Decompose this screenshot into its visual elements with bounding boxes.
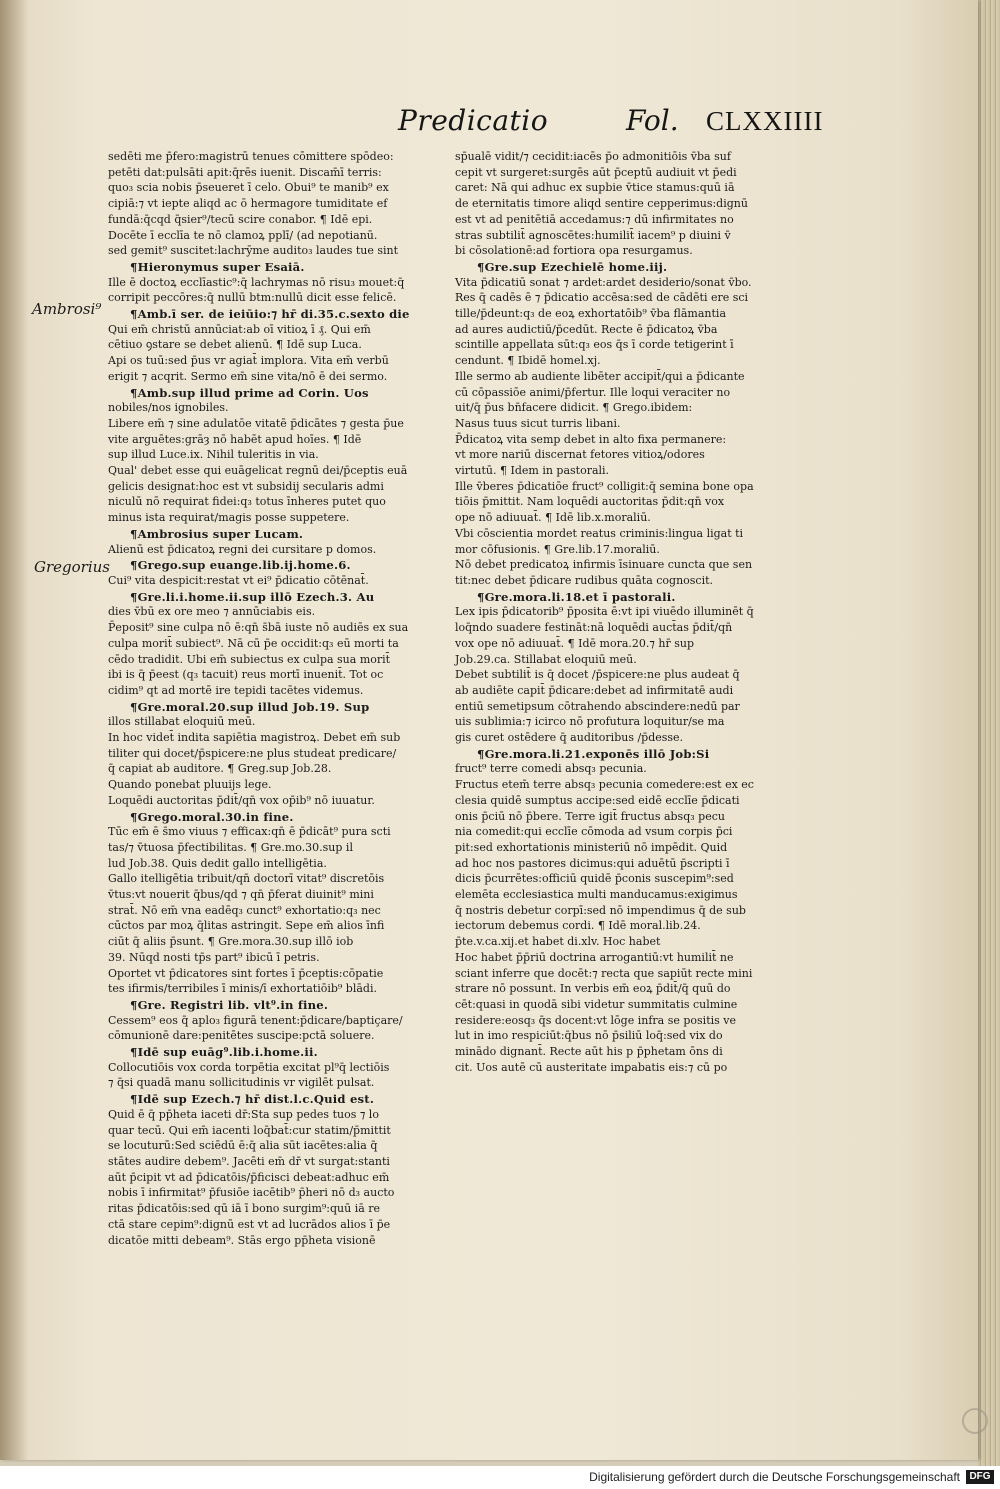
text-line: cēt:quasi in quodā sibi videtur summitatis culmine xyxy=(455,997,738,1011)
text-line: nobiles/nos ignobiles. xyxy=(108,401,229,415)
text-line: strat̄. Nō em̄ vna eadēq₃ cunct⁹ exhortatio:q₃ nec xyxy=(108,903,381,917)
text-line: clesia quidē sumptus accipe:sed eidē ecclīe p̄dicati xyxy=(455,793,740,807)
text-line: scintille appellata sūt:q₃ eos q̄s ī corde tetigerint ī xyxy=(455,338,734,352)
folio-number: CLXXIIII xyxy=(706,106,824,136)
text-line: Lex ipis p̄dicatorib⁹ p̄posita ē:vt ipi viuēdo illuminēt q̄ xyxy=(455,605,754,619)
text-line: cendunt. ¶ Ibidē homel.xj. xyxy=(455,354,601,368)
text-line: nobis ī infirmitat⁹ p̄fusiōe iacētib⁹ p̄heri nō d₃ aucto xyxy=(108,1186,395,1200)
text-line: Api os tuū:sed p̄us vr agiat̄ implora. Vita em̄ verbū xyxy=(108,354,389,368)
text-line: tit:nec debet p̄dicare rudibus quāta cognoscit. xyxy=(455,573,714,587)
text-line: strare nō possunt. In verbis em̄ eoꝝ p̄dit̄/q̄ quū do xyxy=(455,982,731,996)
text-line: ciūt q̄ aliis p̄sunt. ¶ Gre.mora.30.sup illō iob xyxy=(108,935,354,949)
text-line: tas/⁊ v̄tuosa p̄fectibilitas. ¶ Gre.mo.30.sup il xyxy=(108,840,353,854)
marginal-note-ambrosius: Ambrosi⁹ xyxy=(32,300,102,318)
rubric-heading: ¶ Ambrosius super Lucam. xyxy=(108,527,450,541)
text-line: Alienū est p̄dicatoꝝ regni dei cursitare p domos. xyxy=(108,542,377,556)
text-line: de eternitatis timore aliqd sentire cepperimus:dignū xyxy=(455,197,748,211)
text-line: ad hoc nos pastores dicimus:qui aduētū p̄scripti ī xyxy=(455,856,730,870)
text-line: uit/q̄ p̄us bn̄facere didicit. ¶ Grego.ibidem: xyxy=(455,401,693,415)
rubric-heading: ¶ Hieronymus super Esaiā. xyxy=(108,260,450,274)
text-line: vite arguētes:grāȝ nō habēt apud hoīes. ¶ Idē xyxy=(108,432,362,446)
text-line: Job.29.ca. Stillabat eloquiū meū. xyxy=(455,652,637,666)
rubric-heading: ¶ Gre.sup Ezechielē home.iij. xyxy=(455,260,793,274)
text-line: tiliter qui docet/p̄spicere:ne plus studeat predicare/ xyxy=(108,746,397,760)
text-line: aūt p̄cipit vt ad p̄dicatōis/p̄ficisci debeat:adhuc em̄ xyxy=(108,1170,390,1184)
text-line: Cessem⁹ eos q̄ aplo₃ figurā tenent:p̄dicare/baptiçare/ xyxy=(108,1013,403,1027)
text-line: lut in imo respiciūt:q̄bus nō p̄siliū loq̄:sed vix do xyxy=(455,1029,723,1043)
text-line: quar tecū. Qui em̄ iacenti loq̄bat̄:cur statim/p̄mittit xyxy=(108,1123,391,1137)
text-line: Nasus tuus sicut turris libani. xyxy=(455,416,621,430)
folio-label: Fol. xyxy=(626,104,679,137)
text-line: v̄tus:vt nouerit q̄bus/qd ⁊ qn̄ p̄ferat diuinit⁹ mini xyxy=(108,888,374,902)
rubric-heading: ¶ Amb.ī ser. de ieiūio:⁊ hr̄ di.35.c.sexto die xyxy=(108,307,450,321)
text-line: q̄ capiat ab auditore. ¶ Greg.sup Job.28. xyxy=(108,762,332,776)
text-line: tes ifirmis/terribiles ī minis/ī exhortatiōib⁹ blādi. xyxy=(108,982,377,996)
text-line: illos stillabat eloquiū meū. xyxy=(108,715,256,729)
rubric-heading: ¶ Gre.mora.li.18.et ī pastorali. xyxy=(455,590,793,604)
text-line: sup illud Luce.ix. Nihil tuleritis in via. xyxy=(108,448,319,462)
text-line: q̄ nostris debetur corpī:sed nō impendimus q̄ de sub xyxy=(455,903,746,917)
marginal-note-gregorius: Gregorius xyxy=(34,558,110,576)
text-line: Hoc habet p̄p̄riū doctrina arrogantiū:vt humilit̄ ne xyxy=(455,950,734,964)
text-line: mor cōfusionis. ¶ Gre.lib.17.moraliū. xyxy=(455,542,660,556)
text-line: est vt ad penitētiā accedamus:⁊ dū infirmitates no xyxy=(455,212,734,226)
text-line: sed gemit⁹ suscitet:lachrȳme audito₃ laudes tue sint xyxy=(108,244,399,258)
dfg-logo: DFG xyxy=(966,1470,994,1484)
text-line: sedēti me p̄fero:magistrū tenues cōmittere spōdeo: xyxy=(108,150,394,163)
text-line: cūctos par moꝝ q̄litas astringit. Sepe em̄ alios īnfi xyxy=(108,919,385,933)
text-line: Res q̄ cadēs ē ⁊ p̄dicatio accēsa:sed de cādēti ere sci xyxy=(455,291,749,305)
text-line: gelicis designat:hoc est vt subsidij secularis admi xyxy=(108,479,384,493)
text-line: entiū semetipsum cōtrahendo abscindere:nedū par xyxy=(455,699,740,713)
text-line: minus ista requirat/magis posse suppetere. xyxy=(108,511,350,525)
text-line: erigit ⁊ acqrit. Sermo em̄ sine vita/nō ē dei sermo. xyxy=(108,369,388,383)
rubric-heading: ¶ Grego.moral.30.in fine. xyxy=(108,810,450,824)
text-line: niculū nō requirat fidei:q₃ totus īnheres putet quo xyxy=(108,495,386,509)
text-line: culpa morit̄ subiect⁹. Nā cū p̄e occidit:q₃ eū morti ta xyxy=(108,636,399,650)
footer-credit: Digitalisierung gefördert durch die Deutsche Forschungsgemeinschaft xyxy=(589,1470,960,1484)
text-line: tille/p̄deunt:q₃ de eoꝝ exhortatōib⁹ v̄ba flāmantia xyxy=(455,307,727,321)
rubric-heading: ¶ Idē sup euāg⁹.lib.i.home.ii. xyxy=(108,1045,450,1059)
text-line: Ille v̄beres p̄dicatiōe fruct⁹ colligit:q̄ semina bone opa xyxy=(455,479,754,493)
text-line: cū cōpassiōe animi/p̄fertur. Ille loqui veraciter no xyxy=(455,385,731,399)
text-line: Cui⁹ vita despicit:restat vt ei⁹ p̄dicatio cōtēnat̄. xyxy=(108,573,369,587)
text-line: loq̄ndo suadere festināt:nā loquēdi auct̄as p̄dit̄/qn̄ xyxy=(455,621,733,635)
text-line: Quid ē q̄ pp̄heta iaceti dr̄:Sta sup pedes tuos ⁊ lo xyxy=(108,1107,379,1121)
digitization-footer xyxy=(0,1466,1000,1489)
text-line: Vita p̄dicatiū sonat ⁊ ardet:ardet desiderio/sonat v̄bo. xyxy=(455,275,752,289)
text-line: ab audiēte capit̄ p̄dicare:debet ad infirmitatē audi xyxy=(455,683,734,697)
rubric-heading: ¶ Amb.sup illud prime ad Corin. Uos xyxy=(108,386,450,400)
text-line: dicatōe mitti debeam⁹. Stās ergo pp̄heta visionē xyxy=(108,1233,376,1247)
rubric-heading: ¶ Idē sup Ezech.⁊ hr̄ dist.l.c.Quid est. xyxy=(108,1092,450,1106)
text-line: pit:sed exhortationis ministeriū nō impēdit. Quid xyxy=(455,840,728,854)
page-edges xyxy=(978,0,1000,1466)
text-line: Qui em̄ christū annūciat:ab oī vitioꝝ ī ₰. Qui em̄ xyxy=(108,322,371,336)
text-line: petēti dat:pulsāti apit:q̄rēs iuenit. Discam̄ī terris: xyxy=(108,165,382,179)
text-line: Ille sermo ab audiente libēter accipit̄/qui a p̄dicante xyxy=(455,369,745,383)
running-title: Predicatio xyxy=(398,104,549,137)
text-line: sp̄ualē vidit/⁊ cecidit:iacēs p̄o admonitiōis v̄ba suf xyxy=(455,150,731,163)
text-line: In hoc videt̄ indita sapiētia magistroꝝ. Debet em̄ sub xyxy=(108,731,401,745)
text-line: Debet subtilit̄ is q̄ docet /p̄spicere:ne plus audeat q̄ xyxy=(455,668,740,682)
text-line: vt more nariū discernat fetores vitioꝝ/odores xyxy=(455,448,705,462)
text-line: gis curet ostēdere q̄ auditoribus /p̄desse. xyxy=(455,731,684,745)
text-line: Qual' debet esse qui euāgelicat regnū dei/p̄ceptis euā xyxy=(108,464,408,478)
rubric-heading: ¶ Grego.sup euange.lib.ij.home.6. xyxy=(108,558,450,572)
text-line: bi cōsolationē:ad fortiora opa resurgamus. xyxy=(455,244,693,258)
text-line: 39. Nūqd nosti tp̄s part⁹ ibicū ī petris. xyxy=(108,950,320,964)
text-line: vox ope nō adiuuat̄. ¶ Idē mora.20.⁊ hr̄ sup xyxy=(455,636,694,650)
text-line: cepit vt surgeret:surgēs aūt p̄ceptū audiuit vt p̄edi xyxy=(455,165,737,179)
text-line: Vbi cōscientia mordet reatus criminis:lingua ligat ti xyxy=(455,526,744,540)
text-line: quo₃ scia nobis p̄seueret ī celo. Obui⁹ te manib⁹ ex xyxy=(108,181,389,195)
text-line: ad aures audictiū/p̄cedūt. Recte ē p̄dicatoꝝ v̄ba xyxy=(455,322,718,336)
text-line: cētiuo ꝯstare se debet alienū. ¶ Idē sup Luca. xyxy=(108,338,362,352)
text-line: cidim⁹ qt ad mortē ire tepidi tacētes videmus. xyxy=(108,683,364,697)
text-line: ritas p̄dicatōis:sed qū iā ī bono surgim⁹:quū iā re xyxy=(108,1202,381,1216)
text-line: cit. Uos autē cū austeritate imꝑabatis eis:⁊ cū po xyxy=(455,1060,728,1074)
text-line: dies v̄bū ex ore meo ⁊ annūciabis eis. xyxy=(108,605,316,619)
text-line: se locuturū:Sed sciēdū ē:q̄ alia sūt iacētes:alia q̄ xyxy=(108,1139,378,1153)
text-column-right xyxy=(455,150,793,1076)
text-line: Quando ponebat pluuijs lege. xyxy=(108,778,272,792)
rubric-heading: ¶ Gre.li.i.home.ii.sup illō Ezech.3. Au xyxy=(108,590,450,604)
text-line: virtutū. ¶ Idem in pastorali. xyxy=(455,464,610,478)
text-column-left xyxy=(108,150,450,1249)
text-line: cipiā:⁊ vt iepte aliqd ac ō hermagore tumiditate ef xyxy=(108,197,388,211)
text-line: Libere em̄ ⁊ sine adulatōe vitatē p̄dicātes ⁊ gesta p̄ue xyxy=(108,416,404,430)
rubric-heading: ¶ Gre.moral.20.sup illud Job.19. Sup xyxy=(108,700,450,714)
text-line: iectorum debemus cordi. ¶ Idē moral.lib.24. xyxy=(455,919,701,933)
text-line: P̄dicatoꝝ vita semp debet in alto fixa permanere: xyxy=(455,432,727,446)
text-line: lud Job.38. Quis dedit gallo intelligētia. xyxy=(108,856,327,870)
text-line: elemēta ecclesiastica multi manducamus:exigimus xyxy=(455,888,738,902)
text-line: tiōis p̄mittit. Nam loquēdi auctoritas p̄dit:qn̄ vox xyxy=(455,495,725,509)
text-line: Docēte ī ecclīa te nō clamoꝝ pplī/ (ad nepotianū. xyxy=(108,228,378,242)
text-line: onis p̄ciū nō p̄bere. Terre igit̄ fructus absq₃ pecu xyxy=(455,809,725,823)
text-line: Collocutiōis vox corda torpētia excitat pl⁹q̄ lectiōis xyxy=(108,1060,390,1074)
text-line: cēdo tradidit. Ubi em̄ subiectus ex culpa sua morit̄ xyxy=(108,652,391,666)
binding-gutter xyxy=(0,0,28,1460)
text-line: ibi is q̄ p̄eest (q₃ tacuit) reus mortī inuenit̄. Tot oc xyxy=(108,668,384,682)
rubric-heading: ¶ Gre.mora.li.21.exponēs illō Job:Si xyxy=(455,747,793,761)
text-line: sciant inferre que docēt:⁊ recta que sapiūt recte mini xyxy=(455,966,753,980)
text-line: uis sublimia:⁊ icirco nō profutura loquitur/se ma xyxy=(455,715,725,729)
text-line: residere:eosq₃ q̄s docent:vt lōge infra se positis ve xyxy=(455,1013,736,1027)
text-line: Gallo itelligētia tribuit/qn̄ doctorī vitat⁹ discretōis xyxy=(108,872,385,886)
text-line: ctā stare cepim⁹:dignū est vt ad lucrādos alios ī p̄e xyxy=(108,1217,391,1231)
text-line: stras subtilit̄ agnoscētes:humilit̄ iacem⁹ p diuini v̄ xyxy=(455,228,731,242)
rubric-heading: ¶ Gre. Registri lib. vlt⁹.in fine. xyxy=(108,998,450,1012)
text-line: corripit peccōres:q̄ nullū btm:nullū dicit esse felicē. xyxy=(108,291,397,305)
text-line: Fructus etem̄ terre absq₃ pecunia comedere:est ex ec xyxy=(455,778,754,792)
text-line: ⁊ q̄si quadā manu sollicitudinis vr vigilēt pulsat. xyxy=(108,1076,375,1090)
text-line: dicis p̄currētes:officiū quidē p̄conis suscepim⁹:sed xyxy=(455,872,734,886)
text-line: Tūc em̄ ē s̄mo viuus ⁊ efficax:qn̄ ē p̄dicāt⁹ pura scti xyxy=(108,825,391,839)
text-line: nia comedit:qui ecclīe cōmoda ad vsum corpis p̄ci xyxy=(455,825,733,839)
text-line: Ille ē doctoꝝ ecclīastic⁹:q̄ lachrymas nō risu₃ mouet:q̄ xyxy=(108,275,405,289)
text-line: fundā:q̄cqd q̄sier⁹/tecū scire conabor. ¶ Idē epi. xyxy=(108,212,373,226)
text-line: p̄te.v.ca.xij.et habet di.xlv. Hoc habet xyxy=(455,935,661,949)
text-line: stātes audire debem⁹. Jacēti em̄ dr̄ vt surgat:stanti xyxy=(108,1155,390,1168)
text-line: caret: Nā qui adhuc ex supbie v̄tice stamus:quū iā xyxy=(455,181,735,195)
text-line: Oportet vt p̄dicatores sint fortes ī p̄ceptis:cōpatie xyxy=(108,966,384,980)
text-line: Nō debet predicatoꝝ infirmis īsinuare cuncta que sen xyxy=(455,558,753,572)
text-line: P̄eposit⁹ sine culpa nō ē:qn̄ s̄bā iuste nō audiēs ex sua xyxy=(108,621,409,635)
text-line: ope nō adiuuat̄. ¶ Idē lib.x.moraliū. xyxy=(455,511,651,525)
text-line: Loquēdi auctoritas p̄dit̄/qn̄ vox op̄ib⁹ nō iuuatur. xyxy=(108,793,375,807)
text-line: fruct⁹ terre comedi absq₃ pecunia. xyxy=(455,762,647,776)
text-line: minādo dignant̄. Recte aūt his p p̄phetam ōns di xyxy=(455,1045,723,1059)
scan-corner-mark xyxy=(962,1408,988,1434)
text-line: cōmunionē dare:penitētes suscipe:pctā soluere. xyxy=(108,1029,375,1043)
